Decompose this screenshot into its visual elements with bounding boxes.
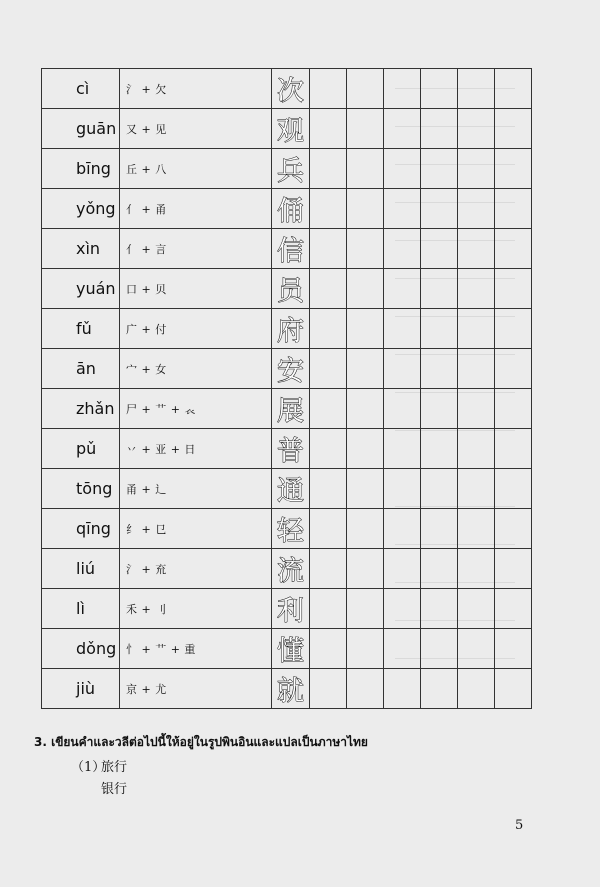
components-cell: 丷 + 亚 + 日	[120, 429, 272, 469]
table-row	[42, 509, 532, 549]
table-row	[42, 349, 532, 389]
practice-box[interactable]	[310, 629, 347, 669]
table-row	[42, 589, 532, 629]
practice-box[interactable]	[347, 429, 384, 469]
practice-box[interactable]	[495, 349, 532, 389]
practice-box[interactable]	[347, 149, 384, 189]
practice-box[interactable]	[421, 269, 458, 309]
components-cell: 忄 + 艹 + 重	[120, 629, 272, 669]
pinyin-cell: dǒng	[42, 629, 120, 669]
components-cell: 尸 + 艹 + 𧘇	[120, 389, 272, 429]
table-row	[42, 269, 532, 309]
exercise-word: 旅行	[101, 760, 128, 775]
practice-box[interactable]	[495, 509, 532, 549]
practice-box[interactable]	[495, 389, 532, 429]
practice-box[interactable]	[495, 309, 532, 349]
model-character-cell: 观	[272, 109, 310, 149]
practice-box[interactable]	[458, 309, 495, 349]
practice-box[interactable]	[347, 669, 384, 709]
pinyin-cell: yǒng	[42, 189, 120, 229]
practice-box[interactable]	[384, 349, 421, 389]
model-character-cell: 俑	[272, 189, 310, 229]
model-character-cell: 利	[272, 589, 310, 629]
practice-box[interactable]	[421, 429, 458, 469]
model-character-cell: 员	[272, 269, 310, 309]
table-row	[42, 469, 532, 509]
practice-box[interactable]	[495, 589, 532, 629]
components-cell: 禾 + 刂	[120, 589, 272, 629]
practice-box[interactable]	[421, 349, 458, 389]
pinyin-cell: bīng	[42, 149, 120, 189]
exercise-item-label: （1）	[71, 760, 106, 775]
practice-box[interactable]	[458, 109, 495, 149]
pinyin-cell: fǔ	[42, 309, 120, 349]
components-cell: 丘 + 八	[120, 149, 272, 189]
practice-box[interactable]	[495, 189, 532, 229]
practice-box[interactable]	[495, 109, 532, 149]
practice-box[interactable]	[495, 469, 532, 509]
practice-box[interactable]	[495, 149, 532, 189]
practice-box[interactable]	[495, 229, 532, 269]
practice-box[interactable]	[310, 429, 347, 469]
table-row	[42, 69, 532, 109]
pinyin-cell: ān	[42, 349, 120, 389]
practice-box[interactable]	[310, 389, 347, 429]
practice-box[interactable]	[347, 469, 384, 509]
practice-box[interactable]	[347, 69, 384, 109]
practice-box[interactable]	[421, 109, 458, 149]
practice-box[interactable]	[421, 69, 458, 109]
practice-box[interactable]	[384, 509, 421, 549]
model-character-cell: 轻	[272, 509, 310, 549]
practice-box[interactable]	[458, 229, 495, 269]
practice-box[interactable]	[458, 189, 495, 229]
practice-box[interactable]	[384, 629, 421, 669]
table-row	[42, 109, 532, 149]
practice-box[interactable]	[310, 309, 347, 349]
table-row	[42, 149, 532, 189]
practice-box[interactable]	[458, 509, 495, 549]
components-cell: 氵 + 欠	[120, 69, 272, 109]
practice-box[interactable]	[310, 189, 347, 229]
table-row	[42, 549, 532, 589]
practice-box[interactable]	[310, 509, 347, 549]
components-cell: 甬 + 辶	[120, 469, 272, 509]
pinyin-cell: cì	[42, 69, 120, 109]
practice-box[interactable]	[384, 669, 421, 709]
practice-box[interactable]	[347, 189, 384, 229]
page-number: 5	[515, 818, 524, 833]
model-character-cell: 懂	[272, 629, 310, 669]
pinyin-cell: zhǎn	[42, 389, 120, 429]
practice-box[interactable]	[347, 309, 384, 349]
practice-box[interactable]	[347, 629, 384, 669]
pinyin-cell: liú	[42, 549, 120, 589]
practice-box[interactable]	[495, 429, 532, 469]
practice-box[interactable]	[458, 589, 495, 629]
practice-box[interactable]	[347, 549, 384, 589]
pinyin-cell: guān	[42, 109, 120, 149]
model-character-cell: 府	[272, 309, 310, 349]
pinyin-cell: yuán	[42, 269, 120, 309]
practice-box[interactable]	[347, 269, 384, 309]
practice-box[interactable]	[310, 469, 347, 509]
table-row	[42, 669, 532, 709]
practice-box[interactable]	[310, 669, 347, 709]
practice-box[interactable]	[384, 309, 421, 349]
practice-box[interactable]	[310, 549, 347, 589]
table-row	[42, 229, 532, 269]
practice-box[interactable]	[421, 509, 458, 549]
components-cell: 亻 + 言	[120, 229, 272, 269]
table-row	[42, 309, 532, 349]
practice-box[interactable]	[421, 149, 458, 189]
components-cell: 广 + 付	[120, 309, 272, 349]
practice-box[interactable]	[347, 229, 384, 269]
practice-box[interactable]	[384, 149, 421, 189]
model-character-cell: 兵	[272, 149, 310, 189]
model-character-cell: 就	[272, 669, 310, 709]
components-cell: 纟 + 㔾	[120, 509, 272, 549]
practice-box[interactable]	[495, 69, 532, 109]
model-character-cell: 信	[272, 229, 310, 269]
practice-box[interactable]	[421, 549, 458, 589]
practice-box[interactable]	[495, 629, 532, 669]
practice-box[interactable]	[310, 69, 347, 109]
practice-box[interactable]	[384, 469, 421, 509]
practice-box[interactable]	[458, 389, 495, 429]
model-character-cell: 次	[272, 69, 310, 109]
practice-box[interactable]	[458, 269, 495, 309]
practice-box[interactable]	[458, 349, 495, 389]
table-row	[42, 189, 532, 229]
table-row	[42, 629, 532, 669]
practice-box[interactable]	[495, 269, 532, 309]
practice-box[interactable]	[421, 629, 458, 669]
practice-box[interactable]	[458, 549, 495, 589]
model-character-cell: 流	[272, 549, 310, 589]
table-row	[42, 429, 532, 469]
practice-box[interactable]	[310, 149, 347, 189]
model-character-cell: 普	[272, 429, 310, 469]
practice-box[interactable]	[458, 429, 495, 469]
pinyin-cell: tōng	[42, 469, 120, 509]
practice-box[interactable]	[347, 349, 384, 389]
components-cell: 氵 + 㐬	[120, 549, 272, 589]
practice-box[interactable]	[458, 469, 495, 509]
practice-box[interactable]	[495, 549, 532, 589]
table-row	[42, 389, 532, 429]
practice-box[interactable]	[384, 389, 421, 429]
practice-box[interactable]	[384, 589, 421, 629]
practice-box[interactable]	[458, 629, 495, 669]
model-character-cell: 展	[272, 389, 310, 429]
practice-box[interactable]	[310, 269, 347, 309]
practice-box[interactable]	[310, 589, 347, 629]
practice-box[interactable]	[347, 509, 384, 549]
practice-box[interactable]	[495, 669, 532, 709]
practice-box[interactable]	[421, 309, 458, 349]
practice-box[interactable]	[421, 469, 458, 509]
practice-box[interactable]	[310, 349, 347, 389]
pinyin-cell: qīng	[42, 509, 120, 549]
model-character-cell: 安	[272, 349, 310, 389]
practice-box[interactable]	[310, 109, 347, 149]
components-cell: 京 + 尤	[120, 669, 272, 709]
practice-box[interactable]	[421, 229, 458, 269]
character-practice-table	[41, 68, 532, 709]
practice-box[interactable]	[347, 389, 384, 429]
model-character-cell: 通	[272, 469, 310, 509]
practice-box[interactable]	[384, 269, 421, 309]
practice-box[interactable]	[384, 549, 421, 589]
components-cell: 亻 + 甬	[120, 189, 272, 229]
components-cell: 又 + 见	[120, 109, 272, 149]
pinyin-cell: xìn	[42, 229, 120, 269]
practice-box[interactable]	[458, 69, 495, 109]
practice-box[interactable]	[310, 229, 347, 269]
practice-box[interactable]	[458, 149, 495, 189]
components-cell: 口 + 贝	[120, 269, 272, 309]
practice-box[interactable]	[384, 429, 421, 469]
pinyin-cell: jiù	[42, 669, 120, 709]
practice-box[interactable]	[384, 69, 421, 109]
practice-box[interactable]	[421, 189, 458, 229]
practice-box[interactable]	[421, 589, 458, 629]
pinyin-cell: pǔ	[42, 429, 120, 469]
practice-box[interactable]	[421, 669, 458, 709]
practice-box[interactable]	[384, 229, 421, 269]
practice-box[interactable]	[421, 389, 458, 429]
practice-box[interactable]	[347, 109, 384, 149]
practice-box[interactable]	[384, 109, 421, 149]
pinyin-cell: lì	[42, 589, 120, 629]
practice-box[interactable]	[458, 669, 495, 709]
exercise-word: 银行	[101, 782, 128, 797]
components-cell: 宀 + 女	[120, 349, 272, 389]
practice-box[interactable]	[384, 189, 421, 229]
practice-box[interactable]	[347, 589, 384, 629]
exercise-instruction: 3. เขียนคำและวลีต่อไปนี้ให้อยู่ในรูปพินอินและแปลเป็นภาษาไทย	[34, 735, 368, 749]
